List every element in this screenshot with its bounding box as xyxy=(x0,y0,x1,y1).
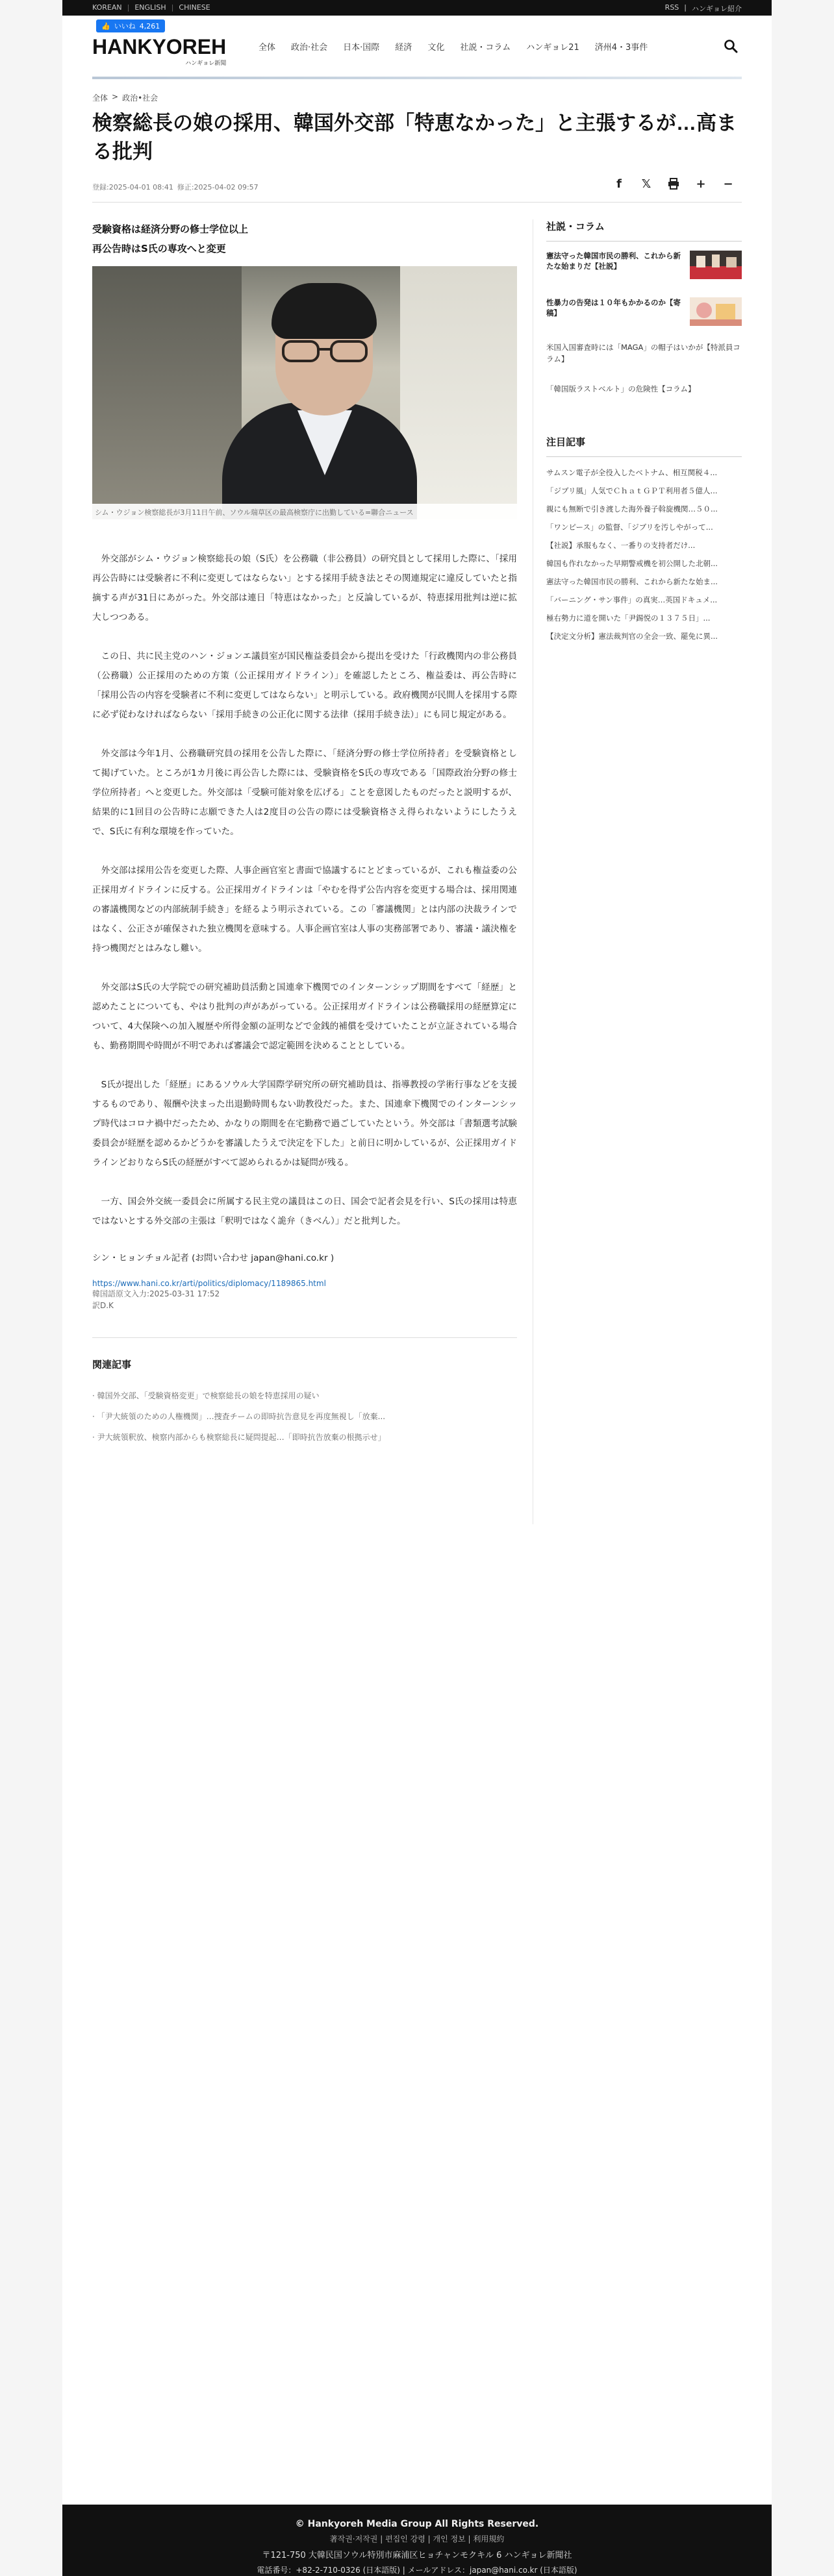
modified-date: 修正:2025-04-02 09:57 xyxy=(177,183,259,192)
breadcrumb-separator: > xyxy=(112,92,119,101)
footer-copyright: © Hankyoreh Media Group All Rights Reserved. xyxy=(295,2519,539,2529)
like-label: いいね xyxy=(114,22,136,31)
editorial-card[interactable] xyxy=(546,297,742,335)
x-share-icon[interactable]: 𝕏 xyxy=(641,177,651,191)
article-title: 検察総長の娘の採用、韓国外交部「特恵なかった」と主張するが…高まる批判 xyxy=(92,112,737,163)
logo-text: HANKYOREH xyxy=(92,35,227,58)
popular-article-link[interactable]: 【決定文分析】憲法裁判官の全会一致、罷免に異... xyxy=(546,632,718,641)
article-paragraph: 外交部がシム・ウジョン検察総長の娘（S氏）を公務職（非公務員）の研究員として採用した際に、「採用再公告時には受験者に不利に変更してはならない」とする採用手続き法とその関連規定に違反していたと指摘する声が31日にあがった。外交部は連日「特恵はなかった」と反論しているが、特恵採用批判は逆に拡大しつつある。 xyxy=(92,554,517,623)
popular-article-link[interactable]: 「ジブリ風」人気でＣｈａｔＧＰＴ利用者５億人... xyxy=(546,486,718,495)
like-count: 4,261 xyxy=(139,21,160,31)
footer-address: 〒121-750 大韓民国ソウル特別市麻浦区ヒョチャンモクキル 6 ハンギョレ新聞社 xyxy=(262,2551,572,2560)
original-article-link[interactable]: https://www.hani.co.kr/arti/politics/diplomacy/1189865.html xyxy=(92,1279,326,1288)
registered-date: 登録:2025-04-01 08:41 xyxy=(92,183,173,192)
lang-korean-link[interactable]: KOREAN xyxy=(92,3,122,12)
popular-article-link[interactable]: 極右勢力に道を開いた「尹錫悦の１３７５日」... xyxy=(546,613,711,623)
editorial-link[interactable]: 米国入国審査時には「MAGA」の帽子はいかが【特派員コラム】 xyxy=(546,343,740,364)
print-icon[interactable] xyxy=(666,177,681,191)
site-header xyxy=(92,16,742,78)
facebook-like-button[interactable] xyxy=(96,19,165,32)
editorial-thumbnail xyxy=(690,251,742,279)
facebook-share-icon[interactable]: f xyxy=(616,177,622,191)
nav-item-culture[interactable]: 文化 xyxy=(427,43,445,53)
korean-input-date: 韓国語原文入力:2025-03-31 17:52 xyxy=(92,1289,220,1298)
popular-list xyxy=(546,464,742,645)
popular-article-link[interactable]: 【社説】承服もなく、一番りの支持者だけ... xyxy=(546,541,696,550)
article-photo xyxy=(92,266,517,519)
article-paragraph: S氏が提出した「経歴」にあるソウル大学国際学研究所の研究補助員は、指導教授の学術行事などを支援するものであり、報酬や決まった出退勤時間もない助教役だった。また、国連傘下機関でのインターンシップ時代はコロナ禍中だったため、かなりの期間を在宅勤務で過ごしていたという。外交部は「書類選考試験委員会が経歴を認めるかどうかを審議したうえで決定を下した」と前日に明かしているが、公正採用ガイドラインどおりならS氏の経歴がすべて認められるかは疑問が残る。 xyxy=(92,1080,517,1168)
nav-item-jeju[interactable]: 済州4・3事件 xyxy=(594,43,648,53)
article-text xyxy=(92,549,517,1448)
article-paragraph: 一方、国会外交統一委員会に所属する民主党の議員はこの日、国会で記者会見を行い、S氏の採用は特恵ではないとする外交部の主張は「釈明ではなく詭弁（きべん）」だと批判した。 xyxy=(92,1196,517,1226)
top-bar xyxy=(62,0,772,16)
separator: | xyxy=(171,3,174,12)
article-subtitle: 再公告時はS氏の専攻へと変更 xyxy=(92,243,226,254)
about-link[interactable]: ハンギョレ紹介 xyxy=(692,5,742,13)
editorial-card-title: 性暴力の告発は１０年もかかるのか【寄稿】 xyxy=(546,298,681,317)
editorial-heading: 社説・コラム xyxy=(546,221,605,232)
editorial-card[interactable] xyxy=(546,251,742,288)
search-button[interactable] xyxy=(724,39,739,55)
footer-contact: 電話番号：+82-2-710-0326 (日本語版) | メールアドレス：japan@hani.co.kr (日本語版) xyxy=(257,2566,577,2575)
nav-item-international[interactable]: 日本·国際 xyxy=(343,43,380,53)
article-paragraph: この日、共に民主党のハン・ジョンエ議員室が国民権益委員会から提出を受けた「行政機関内の非公務員（公務職）公正採用のための方策（公正採用ガイドライン）」を確認したところ、権益委は、再公告時に「採用公告の内容を受験者に不利に変更してはならない」と明示している。政府機関が民間人を採用する際に必ず従わなければならない「採用手続きの公正化に関する法律（採用手続き法）」にも同じ規定がある。 xyxy=(92,651,517,720)
nav-item-hankyoreh21[interactable]: ハンギョレ21 xyxy=(526,43,579,53)
footer-links[interactable]: 著작권·저작권 | 편집인 강령 | 개인 정보 | 利用規約 xyxy=(329,2534,505,2544)
zoom-in-icon[interactable]: + xyxy=(696,177,706,191)
site-footer xyxy=(62,2505,772,2576)
article-body xyxy=(92,219,517,1442)
divider xyxy=(546,241,742,242)
translator: 訳D.K xyxy=(92,1301,114,1310)
breadcrumb-item[interactable]: 全体 xyxy=(92,93,108,103)
related-articles-list xyxy=(92,1385,517,1448)
rss-link[interactable]: RSS xyxy=(664,3,679,12)
popular-article-link[interactable]: 韓国も作れなかった早期警戒機を初公開した北朝... xyxy=(546,559,718,568)
article-paragraph: 外交部は今年1月、公務職研究員の採用を公告した際に、「経済分野の修士学位所持者」を受験資格として掲げていた。ところが1カ月後に再公告した際には、受験資格をS氏の専攻である「国際政治分野の修士学位所持者」へと変更した。外交部は「受験可能対象を広げる」ことを意図したものだったと説明するが、結果的に1回目の公告時に志願できた人は2度目の公告の際には受験資格さえ得られないようにしたうえで、S氏に有利な環境を作っていた。 xyxy=(92,749,517,837)
popular-heading: 注目記事 xyxy=(546,436,586,448)
zoom-out-icon[interactable]: − xyxy=(723,177,733,191)
nav-item-all[interactable]: 全体 xyxy=(259,43,276,53)
main-nav xyxy=(251,40,655,53)
site-logo[interactable] xyxy=(92,35,227,67)
nav-item-economy[interactable]: 経済 xyxy=(395,43,412,53)
thumbs-up-icon: 👍 xyxy=(101,21,110,31)
nav-item-editorial[interactable]: 社説・コラム xyxy=(460,43,511,53)
separator: | xyxy=(127,3,130,12)
related-articles-heading: 関連記事 xyxy=(92,1359,132,1370)
search-icon xyxy=(724,39,738,53)
editorial-thumbnail xyxy=(690,297,742,326)
article-meta xyxy=(92,170,742,203)
breadcrumb xyxy=(92,92,158,103)
related-article-link[interactable]: · 韓国外交部、「受験資格変更」で検察総長の娘を特恵採用の疑い xyxy=(92,1391,320,1400)
article-paragraph: 外交部はS氏の大学院での研究補助員活動と国連傘下機関でのインターンシップ期間をすべて「経歴」と認めたことについても、やはり批判の声があがっている。公正採用ガイドラインは公務職採用の経歴算定について、4大保険への加入履歴や所得金額の証明などで金銭的補償を受けていたことが立証されている場合も、勤務期間や時間が不明であれば審議会で認定範囲を決めることとしている。 xyxy=(92,982,517,1051)
article-dates xyxy=(92,182,259,192)
editorial-link[interactable]: 「韓国版ラストベルト」の危険性【コラム】 xyxy=(546,384,696,393)
popular-article-link[interactable]: サムスン電子が全役入したベトナム、相互関税４... xyxy=(546,468,718,477)
popular-article-link[interactable]: 「バーニング・サン事件」の真実…英国ドキュメ... xyxy=(546,595,718,604)
article-tools xyxy=(612,177,735,191)
lang-chinese-link[interactable]: CHINESE xyxy=(179,3,210,12)
article-paragraph: 外交部は採用公告を変更した際、人事企画官室と書面で協議するにとどまっているが、これも権益委の公正採用ガイドラインに反する。公正採用ガイドラインは「やむを得ず公告内容を変更する場合は、採用関連の審議機関などの内部統制手続き」を経るよう明示されている。この「審議機関」とは内部の決裁ラインではなく、公正さが確保された独立機関を意味する。人事企画官室は人事の実務部署であり、審議・議決権を持つ機関だとはみなし難い。 xyxy=(92,865,517,954)
breadcrumb-item[interactable]: 政治•社会 xyxy=(122,93,158,103)
page xyxy=(62,0,772,2576)
separator: | xyxy=(684,3,687,12)
lang-english-link[interactable]: ENGLISH xyxy=(134,3,166,12)
photo-caption: シム・ウジョン検察総長が3月11日午前、ソウル瑞草区の最高検察庁に出勤している=聯合ニュース xyxy=(92,504,517,519)
nav-item-politics[interactable]: 政治·社会 xyxy=(291,43,328,53)
sidebar xyxy=(533,219,742,1524)
logo-subtext: ハンギョレ新聞 xyxy=(185,60,227,67)
divider xyxy=(92,1337,517,1338)
related-article-link[interactable]: · 尹大統領釈放、検察内部からも検察総長に疑問提起…「即時抗告放棄の根拠示せ」 xyxy=(92,1433,386,1442)
popular-article-link[interactable]: 憲法守った韓国市民の勝利、これから新たな始ま... xyxy=(546,577,718,586)
header-divider xyxy=(92,77,742,79)
divider xyxy=(546,456,742,457)
popular-article-link[interactable]: 「ワンピース」の監督、「ジブリを汚しやがって... xyxy=(546,523,713,532)
popular-article-link[interactable]: 親にも無断で引き渡した海外養子斡旋機関…５０... xyxy=(546,504,718,514)
byline: シン・ヒョンチョル記者 (お問い合わせ japan@hani.co.kr ) xyxy=(92,1253,335,1263)
editorial-card-title: 憲法守った韓国市民の勝利、これから新たな始まりだ【社説】 xyxy=(546,251,681,271)
language-links xyxy=(92,3,210,12)
article-subtitle: 受験資格は経済分野の修士学位以上 xyxy=(92,223,249,235)
related-article-link[interactable]: · 「尹大統領のための人権機関」…捜査チームの即時抗告意見を再度無視し「放棄... xyxy=(92,1412,386,1421)
top-right-links xyxy=(665,3,742,14)
